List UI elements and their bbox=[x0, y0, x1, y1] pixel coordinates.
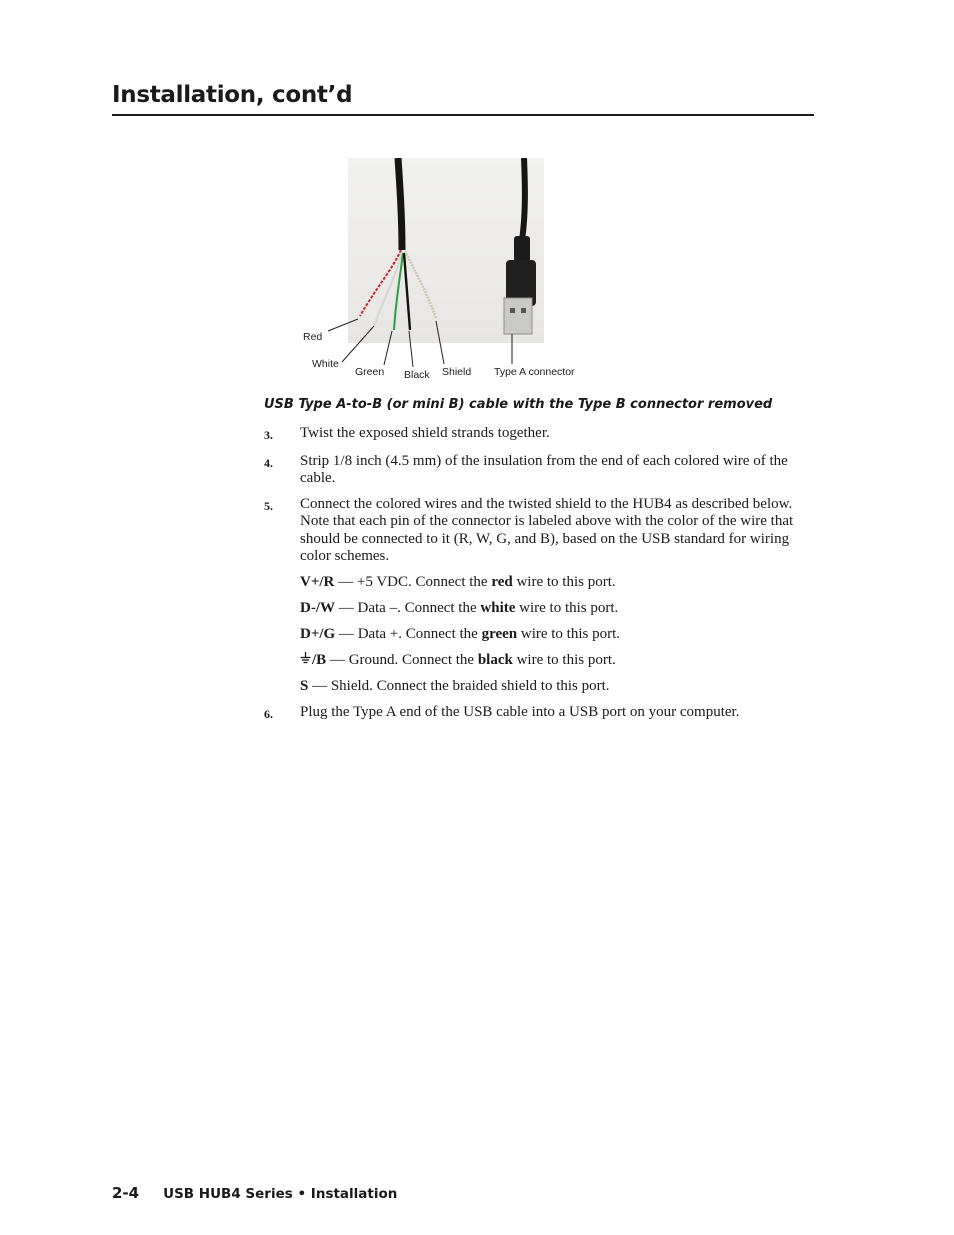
pin-desc: — Ground. Connect the bbox=[326, 651, 478, 668]
step-number: 3. bbox=[264, 428, 273, 442]
pin-color-word: green bbox=[481, 625, 518, 642]
pin-label: D-/W bbox=[300, 599, 335, 616]
pin-item-dminus bbox=[300, 600, 814, 618]
pin-desc-end: wire to this port. bbox=[517, 625, 621, 642]
step-item bbox=[264, 425, 814, 445]
callout-shield: Shield bbox=[442, 366, 472, 378]
pin-desc: — Data +. Connect the bbox=[335, 625, 482, 642]
step-list bbox=[264, 425, 814, 731]
header-rule bbox=[112, 114, 814, 116]
step-text: Plug the Type A end of the USB cable into a USB port on your computer. bbox=[300, 703, 740, 720]
footer-text: USB HUB4 Series • Installation bbox=[163, 1186, 398, 1202]
callout-black: Black bbox=[404, 369, 430, 381]
pin-desc-end: wire to this port. bbox=[515, 599, 619, 616]
pin-color-word: black bbox=[477, 651, 513, 668]
callout-type-a-connector: Type A connector bbox=[494, 366, 575, 378]
pin-assignment-list bbox=[300, 574, 814, 696]
cable-figure bbox=[300, 158, 590, 384]
step-item bbox=[264, 704, 814, 724]
callout-white: White bbox=[312, 358, 339, 370]
pin-desc: — Shield. Connect the braided shield to this port. bbox=[308, 677, 610, 694]
callout-red: Red bbox=[303, 331, 323, 343]
pin-label: S bbox=[300, 677, 309, 694]
step-item bbox=[264, 453, 814, 488]
step-number: 6. bbox=[264, 706, 273, 721]
pin-item-shield bbox=[300, 678, 814, 696]
page-number: 2-4 bbox=[112, 1184, 140, 1202]
page-footer bbox=[112, 1184, 397, 1202]
pin-desc-end: wire to this port. bbox=[512, 573, 616, 590]
pin-color-word: red bbox=[491, 573, 513, 590]
step-item bbox=[264, 496, 814, 566]
pin-color-word: white bbox=[480, 599, 516, 616]
pin-label: V+/R bbox=[300, 573, 335, 590]
pin-item-vplus bbox=[300, 574, 814, 592]
pin-label: /B bbox=[312, 651, 327, 668]
step-text: Connect the colored wires and the twisted shield to the HUB4 as described below. Note that each pin of the connector is labeled above with the color of the wire that should be connected to it (R, W, G, and B), based on the USB standard for wiring color schemes. bbox=[300, 495, 794, 564]
pin-item-ground bbox=[300, 652, 814, 670]
pin-desc: — +5 VDC. Connect the bbox=[334, 573, 492, 590]
step-text: Strip 1/8 inch (4.5 mm) of the insulation from the end of each colored wire of the cable. bbox=[300, 452, 788, 486]
pin-label: D+/G bbox=[300, 625, 336, 642]
pin-item-dplus bbox=[300, 626, 814, 644]
step-number: 4. bbox=[264, 455, 273, 470]
figure-caption: USB Type A-to-B (or mini B) cable with the Type B connector removed bbox=[264, 397, 773, 412]
ground-symbol-icon bbox=[300, 652, 311, 670]
callout-green: Green bbox=[355, 366, 385, 378]
step-text: Twist the exposed shield strands together. bbox=[300, 425, 550, 441]
pin-desc-end: wire to this port. bbox=[512, 651, 616, 668]
pin-desc: — Data –. Connect the bbox=[335, 599, 481, 616]
callout-lines bbox=[300, 158, 590, 384]
step-number: 5. bbox=[264, 498, 273, 513]
page-header-title: Installation, cont’d bbox=[112, 82, 353, 108]
